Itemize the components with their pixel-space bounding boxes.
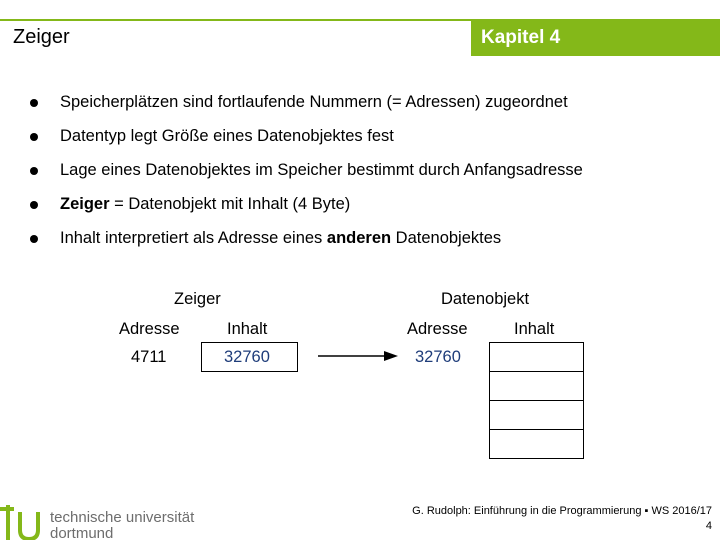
- datenobjekt-adresse-value: 32760: [415, 348, 461, 366]
- bullet-text: Datentyp legt Größe eines Datenobjektes fest: [60, 127, 394, 145]
- bullet-bold-term: anderen: [326, 229, 392, 247]
- datenobjekt-title: Datenobjekt: [441, 290, 530, 308]
- memory-cell: [489, 429, 584, 459]
- bullet-item: [30, 161, 583, 195]
- bullet-item: [30, 127, 583, 161]
- bullet-bold-term: Zeiger: [60, 195, 110, 213]
- chapter-badge: [471, 19, 720, 56]
- bullet-dot: [30, 201, 38, 209]
- pointer-arrow-icon: [318, 348, 398, 364]
- page-number: 4: [705, 520, 712, 532]
- zeiger-adresse-label: Adresse: [119, 320, 180, 338]
- logo-line2: dortmund: [50, 525, 114, 540]
- footer-credit: G. Rudolph: Einführung in die Programmierung ▪ WS 2016/17: [412, 505, 712, 517]
- bullet-item: [30, 195, 583, 229]
- bullet-item: [30, 229, 583, 263]
- bullet-dot: [30, 99, 38, 107]
- datenobjekt-adresse-label: Adresse: [407, 320, 468, 338]
- bullet-list: [30, 93, 583, 263]
- bullet-text: Inhalt interpretiert als Adresse eines: [60, 229, 327, 247]
- bullet-text: = Datenobjekt mit Inhalt (4 Byte): [109, 195, 351, 213]
- footer: [412, 504, 712, 534]
- bullet-text: Lage eines Datenobjektes im Speicher bestimmt durch Anfangsadresse: [60, 161, 583, 179]
- memory-cell: [489, 342, 584, 372]
- zeiger-inhalt-value: 32760: [224, 348, 270, 366]
- zeiger-title: Zeiger: [174, 290, 221, 308]
- bullet-dot: [30, 235, 38, 243]
- bullet-text-end: Datenobjektes: [391, 229, 502, 247]
- bullet-dot: [30, 133, 38, 141]
- tu-dortmund-logo: [0, 502, 200, 540]
- datenobjekt-inhalt-label: Inhalt: [514, 320, 555, 338]
- memory-cell: [489, 371, 584, 401]
- zeiger-adresse-value: 4711: [131, 348, 167, 366]
- memory-cell: [489, 400, 584, 430]
- zeiger-inhalt-label: Inhalt: [227, 320, 268, 338]
- bullet-text: Speicherplätzen sind fortlaufende Nummern (= Adressen) zugeordnet: [60, 93, 568, 111]
- slide-title: Zeiger: [13, 26, 70, 48]
- chapter-label: Kapitel 4: [481, 27, 561, 48]
- bullet-dot: [30, 167, 38, 175]
- logo-line1: technische universität: [50, 509, 195, 526]
- bullet-item: [30, 93, 583, 127]
